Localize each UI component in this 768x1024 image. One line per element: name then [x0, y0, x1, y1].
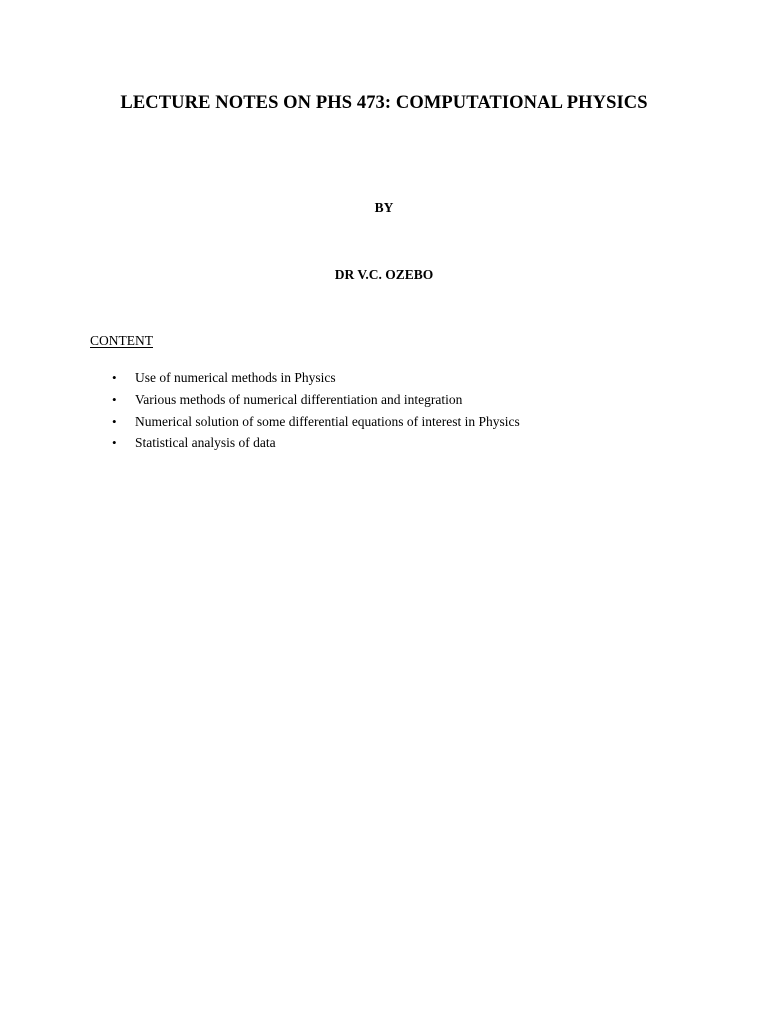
content-list-item	[90, 389, 520, 411]
document-title: LECTURE NOTES ON PHS 473: COMPUTATIONAL PHYSICS	[120, 93, 648, 113]
content-heading: CONTENT	[90, 333, 153, 348]
bullet-icon: •	[112, 435, 117, 451]
content-item-text: Various methods of numerical differentiation and integration	[135, 391, 463, 407]
content-item-text: Use of numerical methods in Physics	[135, 370, 336, 385]
content-list	[90, 367, 520, 454]
bullet-icon: •	[112, 370, 117, 385]
content-item-text: Statistical analysis of data	[135, 435, 276, 451]
content-item-text: Numerical solution of some differential equations of interest in Physics	[135, 413, 520, 429]
bullet-icon: •	[112, 391, 117, 407]
bullet-icon: •	[112, 413, 117, 429]
content-list-item	[90, 411, 520, 433]
author-name: DR V.C. OZEBO	[334, 267, 434, 282]
content-list-item	[90, 367, 520, 389]
content-list-item	[90, 432, 520, 454]
by-label: BY	[374, 200, 394, 215]
